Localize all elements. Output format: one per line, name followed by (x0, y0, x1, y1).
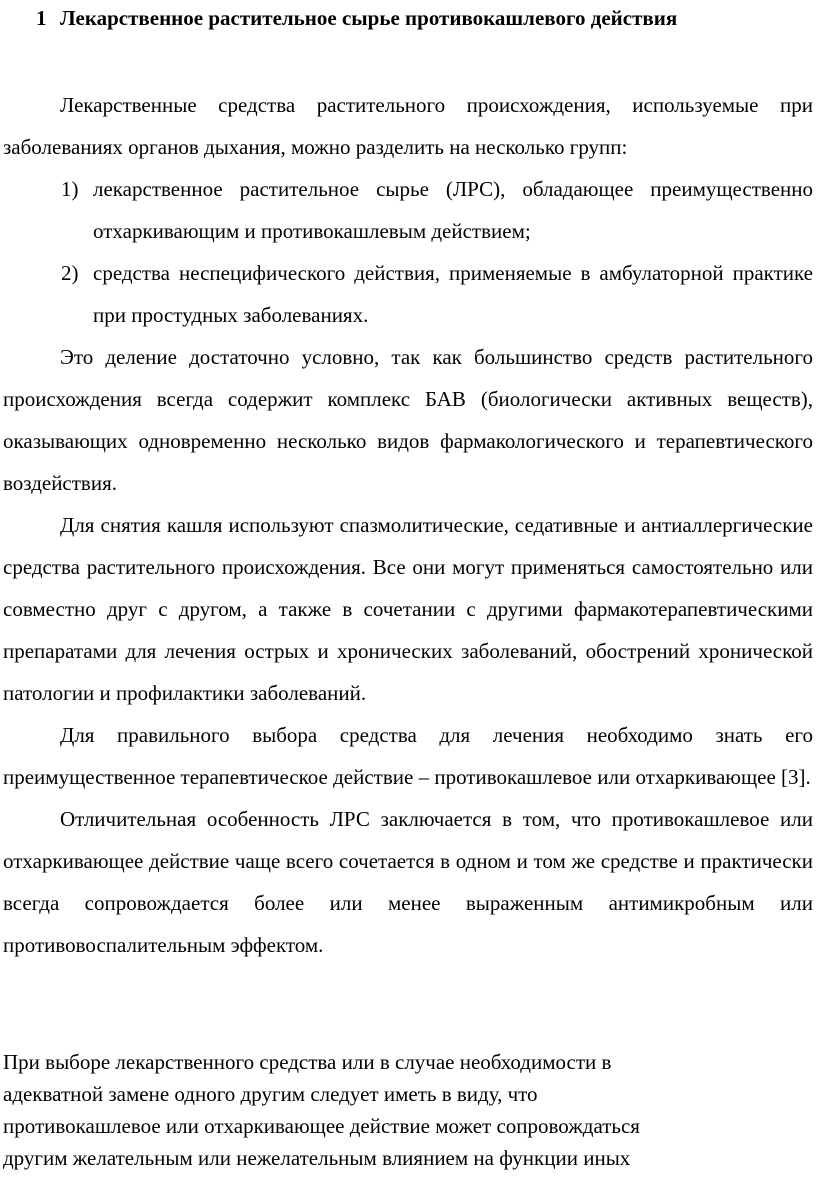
paragraph-cough-relief: Для снятия кашля используют спазмолитические, седативные и антиаллергические средства растительного происхождения. Все они могут применяться самостоятельно или совместно друг с другом, а также в сочетании с другими фармакотерапевтическими препаратами для лечения острых и хронических заболеваний, обострений хронической патологии и профилактики заболеваний. (3, 513, 813, 705)
text-line: При выборе лекарственного средства или в случае необходимости в (3, 1050, 612, 1074)
list-item (3, 168, 813, 252)
list-marker: 2) (61, 261, 79, 285)
text-line: адекватной замене одного другим следует иметь в виду, что (3, 1082, 538, 1106)
document-body (3, 84, 813, 966)
paragraph-choice: Для правильного выбора средства для лечения необходимо знать его преимущественное терапевтическое действие – противокашлевое или отхаркивающее [3]. (3, 723, 813, 789)
text-line: противокашлевое или отхаркивающее действие может сопровождаться (3, 1114, 640, 1138)
paragraph-classification-note: Это деление достаточно условно, так как большинство средств растительного происхождения всегда содержит комплекс БАВ (биологически активных веществ), оказывающих одновременно несколько видов фармакологического и терапевтического воздействия. (3, 345, 813, 495)
section-heading (36, 4, 677, 32)
section-number: 1 (36, 6, 47, 30)
section-title: Лекарственное растительное сырье противокашлевого действия (60, 6, 678, 30)
list-item (3, 252, 813, 336)
text-line: другим желательным или нежелательным влиянием на функции иных (3, 1146, 631, 1170)
paragraph-intro: Лекарственные средства растительного происхождения, используемые при заболеваниях органов дыхания, можно разделить на несколько групп: (3, 93, 813, 159)
list-marker: 1) (61, 177, 79, 201)
trailing-paragraph (3, 1046, 763, 1174)
paragraph-distinctive-feature: Отличительная особенность ЛРС заключается в том, что противокашлевое или отхаркивающее действие чаще всего сочетается в одном и том же средстве и практически всегда сопровождается более или менее выраженным антимикробным или противовоспалительным эффектом. (3, 807, 813, 957)
list-item-text: средства неспецифического действия, применяемые в амбулаторной практике при простудных заболеваниях. (93, 261, 813, 327)
list-item-text: лекарственное растительное сырье (ЛРС), обладающее преимущественно отхаркивающим и противокашлевым действием; (93, 177, 813, 243)
